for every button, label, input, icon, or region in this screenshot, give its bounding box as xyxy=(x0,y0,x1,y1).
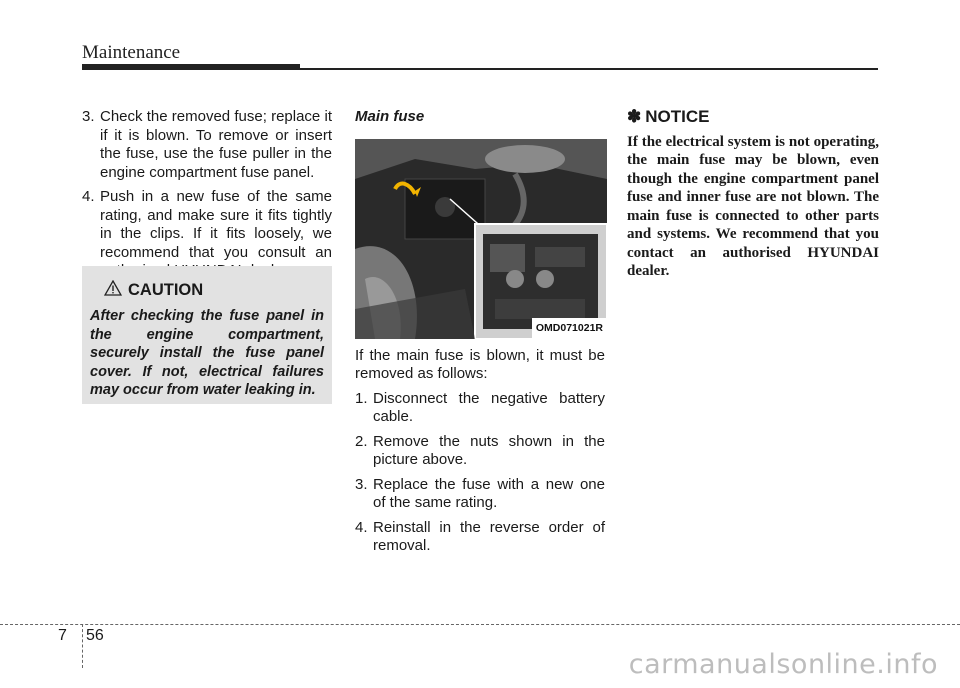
main-fuse-intro: If the main fuse is blown, it must be removed as follows: xyxy=(355,346,605,382)
caution-box xyxy=(82,266,332,404)
warning-triangle-icon xyxy=(104,280,122,301)
step-text: Push in a new fuse of the same rating, and make sure it fits tightly in the clips. If it fits loosely, we recommend that you consult an xyxy=(100,188,332,261)
caution-header xyxy=(104,280,324,301)
asterisk-icon: ✽ xyxy=(627,107,642,126)
step-item xyxy=(355,390,605,427)
notice-header xyxy=(627,108,879,127)
caution-text: After checking the fuse panel in the engine compartment, securely install the fuse panel cover. If not, electrical failures may occur from water leaking in. xyxy=(90,308,324,398)
caution-title: CAUTION xyxy=(128,281,204,299)
step-text: Replace the fuse with a new one of the same rating. xyxy=(373,475,605,511)
step-item xyxy=(355,519,605,556)
notice-title: NOTICE xyxy=(645,107,710,126)
header-rule-thick xyxy=(82,64,300,70)
step-number: 2. xyxy=(355,432,368,450)
column-left xyxy=(82,108,332,287)
step-text: Disconnect the negative battery cable. xyxy=(373,389,605,425)
step-text: Reinstall in the reverse order of removal. xyxy=(373,518,605,554)
footer-divider xyxy=(82,624,83,668)
engine-bay-illustration xyxy=(355,139,607,339)
photo-code-label: OMD071021R xyxy=(532,318,607,339)
step-item xyxy=(355,433,605,470)
page-number: 56 xyxy=(86,627,104,644)
step-item xyxy=(355,476,605,513)
step-number: 3. xyxy=(82,108,95,125)
watermark: carmanualsonline.info xyxy=(628,649,938,680)
page-section-title: Maintenance xyxy=(82,42,181,63)
step-item xyxy=(82,108,332,182)
step-text: Remove the nuts shown in the picture above. xyxy=(373,432,605,468)
footer-rule xyxy=(0,624,960,625)
chapter-number: 7 xyxy=(58,627,67,644)
step-number: 3. xyxy=(355,475,368,493)
notice-text: If the electrical system is not operating, the main fuse may be blown, even though the engine compartment panel fuse and inner fuse are not blown. The main fuse is connected to other parts and systems. We recommend that you contact an authorised HYUNDAI dealer. xyxy=(627,133,879,279)
column-right xyxy=(627,108,879,281)
step-text: Check the removed fuse; replace it if it is blown. To remove or insert the fuse, use the fuse puller in the engine compartment fuse panel. xyxy=(100,108,332,181)
main-fuse-title: Main fuse xyxy=(355,108,425,125)
step-number: 4. xyxy=(82,188,95,205)
step-number: 1. xyxy=(355,389,368,407)
column-middle xyxy=(355,108,605,562)
step-number: 4. xyxy=(355,518,368,536)
engine-fuse-photo xyxy=(355,139,607,339)
header-rule-thin xyxy=(300,68,878,70)
